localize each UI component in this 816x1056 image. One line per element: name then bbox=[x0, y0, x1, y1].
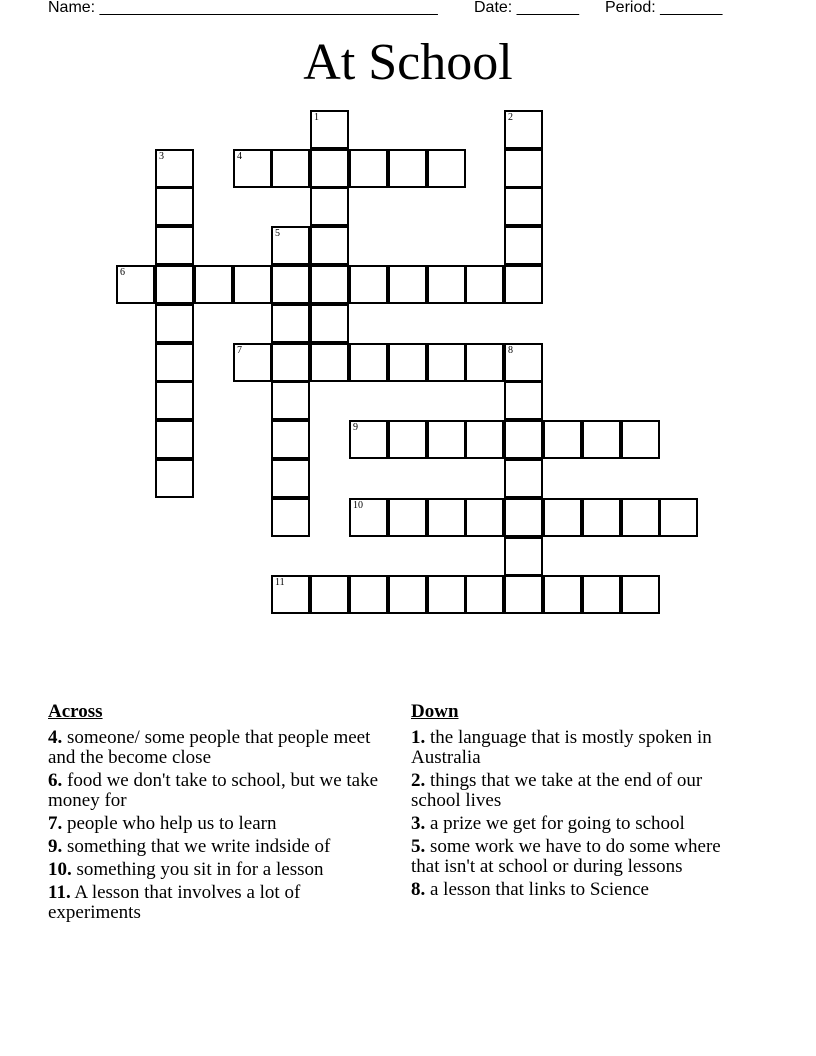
down-clue bbox=[411, 814, 741, 834]
grid-cell[interactable] bbox=[582, 575, 621, 614]
across-clue bbox=[48, 860, 383, 880]
grid-cell[interactable] bbox=[543, 420, 582, 459]
grid-cell[interactable] bbox=[271, 304, 310, 343]
clue-text: a lesson that links to Science bbox=[425, 879, 649, 900]
across-clue-list bbox=[48, 728, 383, 923]
clue-text: a prize we get for going to school bbox=[425, 813, 685, 834]
grid-cell[interactable] bbox=[349, 265, 388, 304]
grid-cell[interactable] bbox=[349, 420, 388, 459]
down-clues bbox=[411, 700, 741, 903]
clue-number: 3 bbox=[159, 151, 164, 162]
across-clue bbox=[48, 837, 383, 857]
clue-number: 8 bbox=[508, 345, 513, 356]
grid-cell[interactable] bbox=[504, 575, 543, 614]
across-clue bbox=[48, 728, 383, 768]
grid-cell[interactable] bbox=[543, 498, 582, 537]
clue-text: food we don't take to school, but we take money for bbox=[48, 770, 379, 811]
grid-cell[interactable] bbox=[504, 265, 543, 304]
across-heading: Across bbox=[48, 701, 103, 722]
clue-number: 7 bbox=[237, 345, 242, 356]
clue-text: things that we take at the end of our school lives bbox=[411, 770, 703, 811]
clue-text: the language that is mostly spoken in Australia bbox=[411, 727, 712, 768]
grid-cell[interactable] bbox=[504, 459, 543, 498]
clue-number: 4 bbox=[237, 151, 242, 162]
grid-cell[interactable] bbox=[310, 265, 349, 304]
clue-number: 10 bbox=[353, 500, 363, 511]
grid-cell[interactable] bbox=[427, 343, 466, 382]
name-field[interactable]: Name: ______________________________________ bbox=[48, 0, 438, 16]
grid-cell[interactable] bbox=[310, 187, 349, 226]
grid-cell[interactable] bbox=[349, 149, 388, 188]
grid-cell[interactable] bbox=[310, 226, 349, 265]
grid-cell[interactable] bbox=[504, 381, 543, 420]
grid-cell[interactable] bbox=[388, 575, 427, 614]
down-clue bbox=[411, 728, 741, 768]
grid-cell[interactable] bbox=[427, 498, 466, 537]
grid-cell[interactable] bbox=[155, 381, 194, 420]
clue-number: 2 bbox=[508, 112, 513, 123]
grid-cell[interactable] bbox=[465, 498, 504, 537]
grid-cell[interactable] bbox=[349, 343, 388, 382]
down-clue-list bbox=[411, 728, 741, 900]
grid-cell[interactable] bbox=[504, 343, 543, 382]
grid-cell[interactable] bbox=[465, 575, 504, 614]
clue-number-label: 11. bbox=[48, 882, 71, 903]
grid-cell[interactable] bbox=[155, 343, 194, 382]
down-clue bbox=[411, 880, 741, 900]
grid-cell[interactable] bbox=[116, 265, 155, 304]
grid-cell[interactable] bbox=[310, 304, 349, 343]
clue-number-label: 10. bbox=[48, 859, 72, 880]
clue-number: 11 bbox=[275, 577, 285, 588]
clue-text: someone/ some people that people meet and the become close bbox=[48, 727, 371, 768]
grid-cell[interactable] bbox=[427, 575, 466, 614]
grid-cell[interactable] bbox=[427, 420, 466, 459]
clue-number-label: 8. bbox=[411, 879, 426, 900]
period-field[interactable]: Period: _______ bbox=[605, 0, 723, 16]
grid-cell[interactable] bbox=[271, 420, 310, 459]
grid-cell[interactable] bbox=[465, 420, 504, 459]
clue-number: 6 bbox=[120, 267, 125, 278]
across-clues bbox=[48, 700, 383, 926]
grid-cell[interactable] bbox=[155, 149, 194, 188]
grid-cell[interactable] bbox=[155, 187, 194, 226]
grid-cell[interactable] bbox=[155, 226, 194, 265]
grid-cell[interactable] bbox=[504, 498, 543, 537]
grid-cell[interactable] bbox=[271, 226, 310, 265]
across-clue bbox=[48, 883, 383, 923]
clue-number-label: 5. bbox=[411, 836, 426, 857]
clue-text: A lesson that involves a lot of experiments bbox=[48, 882, 301, 923]
across-clue bbox=[48, 814, 383, 834]
grid-cell[interactable] bbox=[194, 265, 233, 304]
grid-cell[interactable] bbox=[504, 149, 543, 188]
clue-number-label: 7. bbox=[48, 813, 63, 834]
clue-number-label: 1. bbox=[411, 727, 426, 748]
clue-number-label: 2. bbox=[411, 770, 426, 791]
date-field[interactable]: Date: _______ bbox=[474, 0, 579, 16]
grid-cell[interactable] bbox=[388, 498, 427, 537]
grid-cell[interactable] bbox=[388, 420, 427, 459]
grid-cell[interactable] bbox=[388, 149, 427, 188]
clue-number-label: 9. bbox=[48, 836, 63, 857]
grid-cell[interactable] bbox=[155, 265, 194, 304]
grid-cell[interactable] bbox=[504, 110, 543, 149]
clue-number: 1 bbox=[314, 112, 319, 123]
grid-cell[interactable] bbox=[465, 265, 504, 304]
clue-number: 5 bbox=[275, 228, 280, 239]
clue-number-label: 4. bbox=[48, 727, 63, 748]
clue-number-label: 3. bbox=[411, 813, 426, 834]
down-clue bbox=[411, 837, 741, 877]
grid-cell[interactable] bbox=[271, 265, 310, 304]
down-heading: Down bbox=[411, 701, 459, 722]
grid-cell[interactable] bbox=[271, 459, 310, 498]
grid-cell[interactable] bbox=[504, 226, 543, 265]
grid-cell[interactable] bbox=[349, 498, 388, 537]
grid-cell[interactable] bbox=[621, 498, 660, 537]
grid-cell[interactable] bbox=[310, 149, 349, 188]
grid-cell[interactable] bbox=[271, 575, 310, 614]
grid-cell[interactable] bbox=[504, 537, 543, 576]
grid-cell[interactable] bbox=[582, 498, 621, 537]
clue-text: people who help us to learn bbox=[62, 813, 277, 834]
grid-cell[interactable] bbox=[465, 343, 504, 382]
grid-cell[interactable] bbox=[427, 265, 466, 304]
clue-number-label: 6. bbox=[48, 770, 63, 791]
grid-cell[interactable] bbox=[659, 498, 698, 537]
grid-cell[interactable] bbox=[310, 110, 349, 149]
grid-cell[interactable] bbox=[155, 304, 194, 343]
grid-cell[interactable] bbox=[427, 149, 466, 188]
grid-cell[interactable] bbox=[271, 381, 310, 420]
grid-cell[interactable] bbox=[621, 575, 660, 614]
page-title: At School bbox=[303, 34, 513, 91]
clue-text: some work we have to do some where that isn't at school or during lessons bbox=[411, 836, 721, 877]
grid-cell[interactable] bbox=[155, 459, 194, 498]
across-clue bbox=[48, 771, 383, 811]
grid-cell[interactable] bbox=[388, 343, 427, 382]
clue-text: something that we write indside of bbox=[62, 836, 331, 857]
grid-cell[interactable] bbox=[543, 575, 582, 614]
grid-cell[interactable] bbox=[271, 343, 310, 382]
grid-cell[interactable] bbox=[271, 498, 310, 537]
clue-text: something you sit in for a lesson bbox=[71, 859, 324, 880]
grid-cell[interactable] bbox=[621, 420, 660, 459]
grid-cell[interactable] bbox=[233, 149, 272, 188]
grid-cell[interactable] bbox=[310, 575, 349, 614]
grid-cell[interactable] bbox=[582, 420, 621, 459]
grid-cell[interactable] bbox=[504, 420, 543, 459]
grid-cell[interactable] bbox=[271, 149, 310, 188]
grid-cell[interactable] bbox=[349, 575, 388, 614]
grid-cell[interactable] bbox=[233, 343, 272, 382]
grid-cell[interactable] bbox=[388, 265, 427, 304]
grid-cell[interactable] bbox=[504, 187, 543, 226]
grid-cell[interactable] bbox=[155, 420, 194, 459]
grid-cell[interactable] bbox=[233, 265, 272, 304]
grid-cell[interactable] bbox=[310, 343, 349, 382]
clue-number: 9 bbox=[353, 422, 358, 433]
down-clue bbox=[411, 771, 741, 811]
